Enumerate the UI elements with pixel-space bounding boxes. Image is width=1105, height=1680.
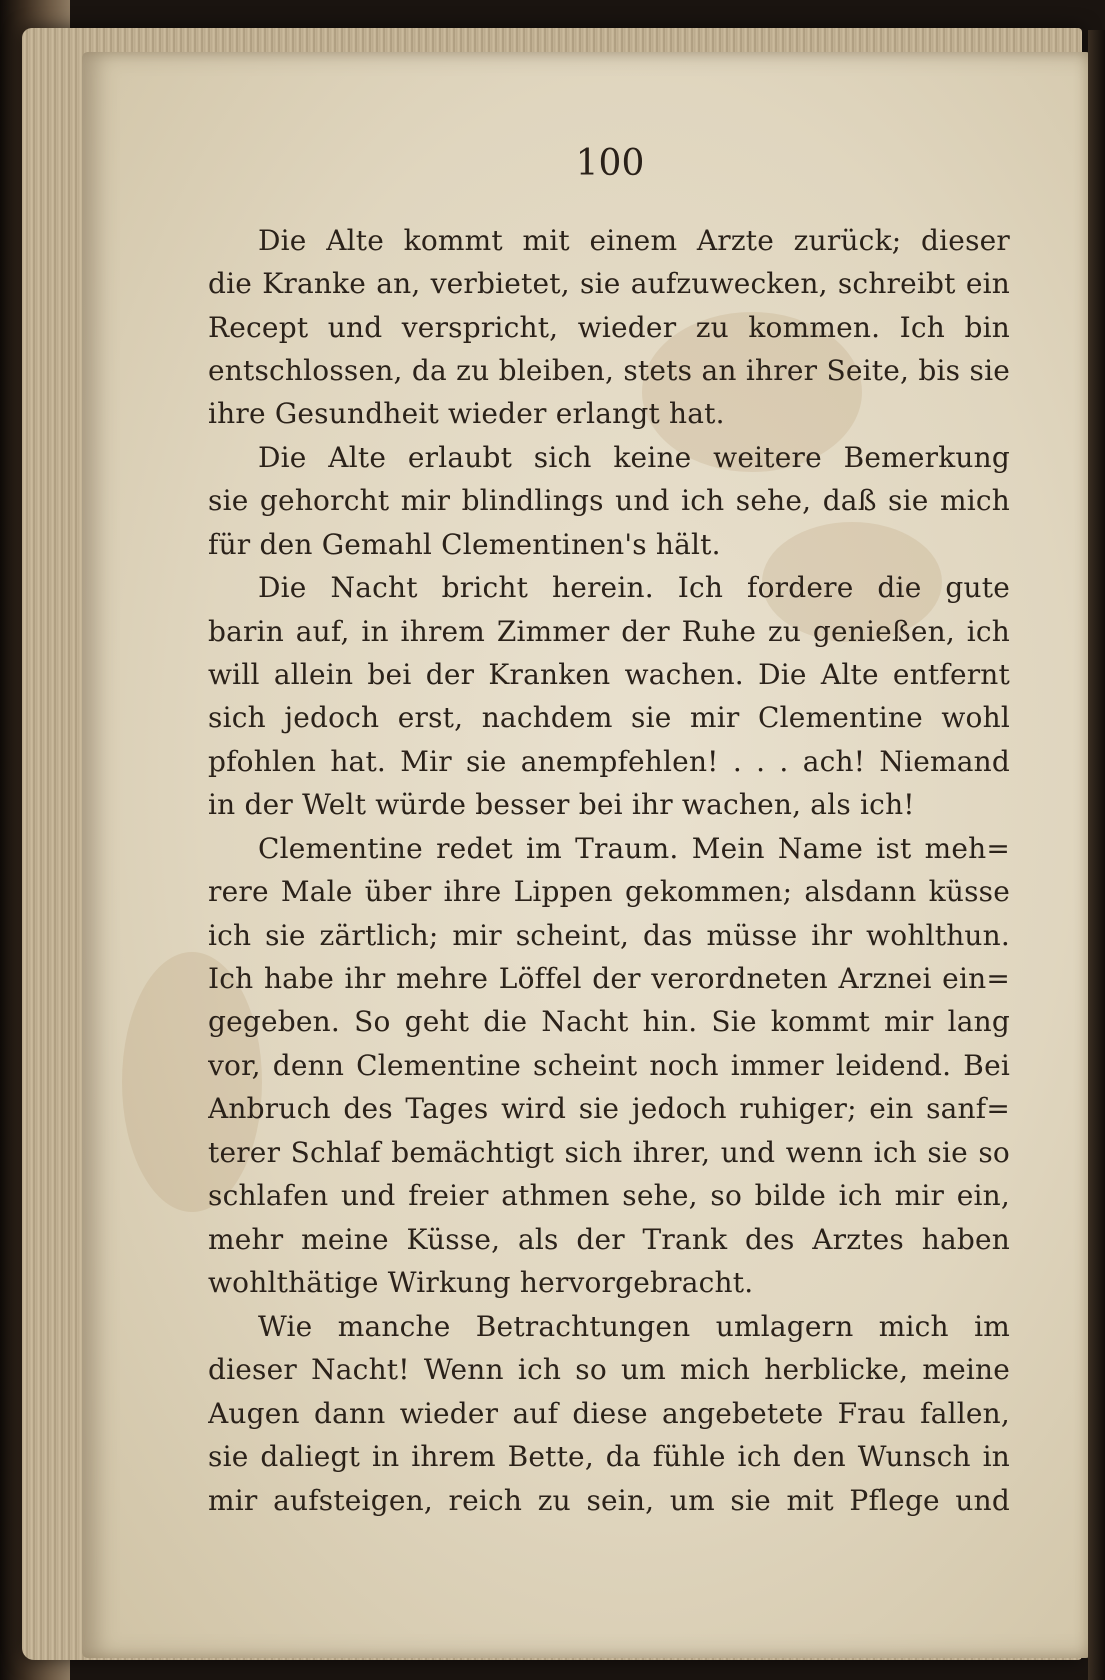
text-line: schlafen und freier athmen sehe, so bilde ich mir ein, — [208, 1180, 1010, 1212]
text-line: die Kranke an, verbietet, sie aufzuwecken, schreibt ein — [208, 268, 1010, 300]
text-line: barin auf, in ihrem Zimmer der Ruhe zu genießen, ich — [208, 616, 1010, 648]
right-page-edge — [1088, 30, 1105, 1680]
text-line: gegeben. So geht die Nacht hin. Sie kommt mir lang — [208, 1006, 1010, 1038]
text-line: rere Male über ihre Lippen gekommen; alsdann küsse — [208, 876, 1010, 908]
text-line: Anbruch des Tages wird sie jedoch ruhiger; ein sanf= — [208, 1093, 1010, 1125]
text-line: sich jedoch erst, nachdem sie mir Clementine wohl — [208, 702, 1010, 734]
text-line: mir aufsteigen, reich zu sein, um sie mit Pflege und — [208, 1485, 1010, 1517]
page-number: 100 — [575, 143, 645, 184]
text-line: Augen dann wieder auf diese angebetete Frau fallen, — [208, 1398, 1010, 1430]
text-line: terer Schlaf bemächtigt sich ihrer, und wenn ich sie so — [208, 1137, 1010, 1169]
text-line: dieser Nacht! Wenn ich so um mich herblicke, meine — [208, 1354, 1010, 1386]
text-line: vor, denn Clementine scheint noch immer leidend. Bei — [208, 1050, 1010, 1082]
text-line: Ich habe ihr mehre Löffel der verordneten Arznei ein= — [208, 963, 1010, 995]
text-line: Wie manche Betrachtungen umlagern mich im — [258, 1311, 1010, 1343]
text-line: pfohlen hat. Mir sie anempfehlen! . . . ach! Niemand — [208, 746, 1010, 778]
text-line: ihre Gesundheit wieder erlangt hat. — [208, 397, 725, 430]
text-line: sie gehorcht mir blindlings und ich sehe, daß sie mich — [208, 485, 1010, 517]
text-line: will allein bei der Kranken wachen. Die Alte entfernt — [208, 659, 1010, 691]
text-line: in der Welt würde besser bei ihr wachen, als ich! — [208, 788, 915, 821]
text-line: Die Alte kommt mit einem Arzte zurück; dieser — [258, 225, 1010, 257]
text-line: Die Alte erlaubt sich keine weitere Bemerkung — [258, 442, 1010, 474]
text-line: ich sie zärtlich; mir scheint, das müsse ihr wohlthun. — [208, 920, 1010, 952]
text-line: sie daliegt in ihrem Bette, da fühle ich den Wunsch in — [208, 1441, 1010, 1473]
text-line: entschlossen, da zu bleiben, stets an ihrer Seite, bis sie — [208, 355, 1010, 387]
text-line: wohlthätige Wirkung hervorgebracht. — [208, 1266, 754, 1299]
text-line: Die Nacht bricht herein. Ich fordere die gute — [258, 572, 1010, 604]
text-line: mehr meine Küsse, als der Trank des Arztes haben — [208, 1224, 1010, 1256]
text-line: für den Gemahl Clementinen's hält. — [208, 528, 721, 561]
text-line: Recept und verspricht, wieder zu kommen. Ich bin — [208, 312, 1010, 344]
text-line: Clementine redet im Traum. Mein Name ist meh= — [258, 833, 1010, 865]
